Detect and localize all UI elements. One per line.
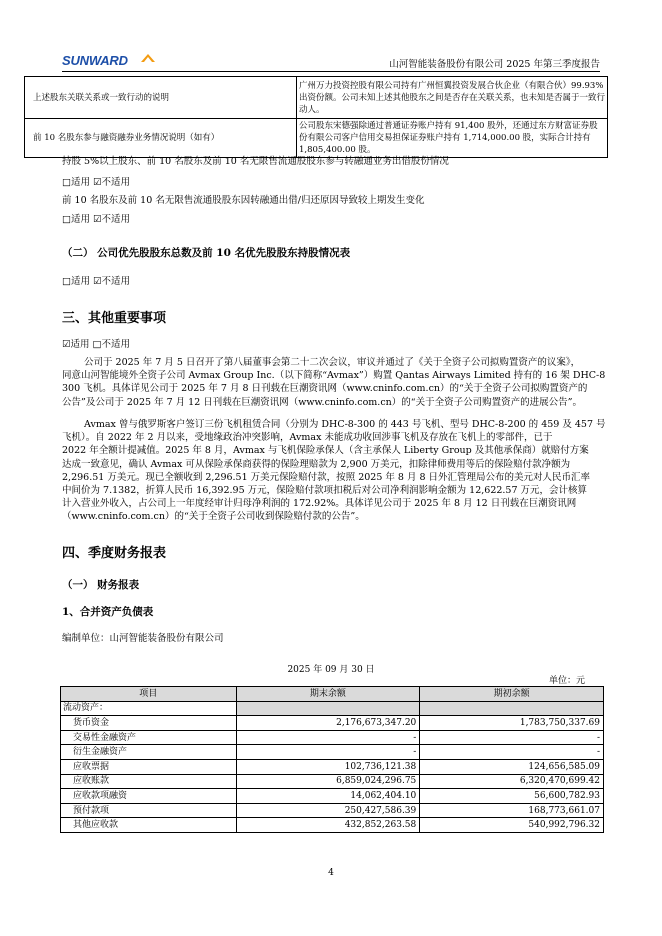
row-item: 其他应收款 xyxy=(61,818,237,833)
paragraph-line: （www.cninfo.com.cn）的“关于全资子公司收到保险赔付款的公告”。 xyxy=(62,511,365,523)
balance-sheet-table xyxy=(60,686,604,833)
row-end: 432,852,263.58 xyxy=(236,818,420,833)
section-3-checkbox: ☑适用 □不适用 xyxy=(62,339,131,350)
row-label: 前 10 名股东参与融资融券业务情况说明（如有） xyxy=(25,119,297,158)
paragraph-line: 公司于 2025 年 7 月 5 日召开了第八届董事会第二十二次会议，审议并通过了《关于全资子公司拟购置资产的议案》， xyxy=(84,357,581,368)
paragraph-line: 中间价为 7.1382，折算人民币 16,392.95 万元，保险赔付款项扣税后对公司净利润影响金额为 12,622.57 万元，会计核算 xyxy=(62,485,588,497)
row-begin: 168,773,661.07 xyxy=(420,803,604,818)
row-begin: 6,320,470,699.42 xyxy=(420,774,604,789)
row-begin xyxy=(420,701,604,716)
row-item: 衍生金融资产 xyxy=(61,745,237,760)
row-item: 货币资金 xyxy=(61,716,237,731)
financial-statements-heading: （一） 财务报表 xyxy=(62,579,140,591)
table-row xyxy=(61,774,604,789)
section-4-heading: 四、季度财务报表 xyxy=(62,546,167,561)
row-item: 应收票据 xyxy=(61,759,237,774)
preferred-shares-heading: （二） 公司优先股股东总数及前 10 名优先股股东持股情况表 xyxy=(62,247,351,259)
row-end: - xyxy=(236,745,420,760)
column-header: 期初余额 xyxy=(420,687,604,702)
row-value: 广州万力投资控股有限公司持有广州恒翼投资发展合伙企业（有限合伙）99.93%出资份额。公司未知上述其他股东之间是否存在关联关系，也未知是否属于一致行动人。 xyxy=(297,77,608,119)
row-begin: 1,783,750,337.69 xyxy=(420,716,604,731)
page-number: 4 xyxy=(328,868,334,878)
report-title: 山河智能装备股份有限公司 2025 年第三季度报告 xyxy=(389,59,600,70)
table-row xyxy=(61,716,604,731)
row-end: 102,736,121.38 xyxy=(236,759,420,774)
row-begin: 56,600,782.93 xyxy=(420,789,604,804)
table-row xyxy=(61,745,604,760)
row-end: - xyxy=(236,730,420,745)
row-value: 公司股东宋德强除通过普通证券账户持有 91,400 股外，还通过东方财富证券股份有限公司客户信用交易担保证券账户持有 1,714,000.00 股，实际合计持有 1,805,400.00 股。 xyxy=(297,119,608,158)
lending-checkbox: □适用 ☑不适用 xyxy=(62,177,131,188)
paragraph-line: 飞机）。自 2022 年 2 月以来，受地缘政治冲突影响，Avmax 未能成功收回涉事飞机及存放在飞机上的零部件，已于 xyxy=(62,432,553,444)
shareholder-notes-table xyxy=(24,76,608,158)
row-item: 应收账款 xyxy=(61,774,237,789)
row-end: 6,859,024,296.75 xyxy=(236,774,420,789)
page-header xyxy=(62,50,600,72)
row-end: 14,062,404.10 xyxy=(236,789,420,804)
table-row xyxy=(25,77,608,119)
table-row xyxy=(61,701,604,716)
preferred-checkbox: □适用 ☑不适用 xyxy=(62,276,131,287)
paragraph-line: 2022 年全额计提减值。2025 年 8 月，Avmax 与飞机保险承保人（含主承保人 Liberty Group 及其他承保商）就赔付方案 xyxy=(62,445,589,457)
row-item: 流动资产： xyxy=(61,701,237,716)
table-row xyxy=(25,119,608,158)
paragraph-line: 300 飞机。具体详见公司于 2025 年 7 月 8 日刊载在巨潮资讯网（www.cninfo.com.cn）的“关于全资子公司拟购置资产的 xyxy=(62,383,588,395)
section-3-heading: 三、其他重要事项 xyxy=(62,311,167,326)
column-header: 项目 xyxy=(61,687,237,702)
paragraph-insurance xyxy=(62,418,607,524)
table-row xyxy=(61,818,604,833)
compiler-line: 编制单位：山河智能装备股份有限公司 xyxy=(62,633,224,644)
paragraph-asset-purchase xyxy=(62,356,607,409)
row-item: 交易性金融资产 xyxy=(61,730,237,745)
lending-title: 持股 5%以上股东、前 10 名股东及前 10 名无限售流通股股东参与转融通业务出借股份情况 xyxy=(62,156,449,167)
paragraph-line: Avmax 曾与俄罗斯客户签订三份飞机租赁合同（分别为 DHC-8-300 的 443 号飞机、型号 DHC-8-200 的 459 及 457 号 xyxy=(84,419,606,430)
paragraph-line: 同意山河智能境外全资子公司 Avmax Group Inc.（以下简称“Avmax”）购置 Qantas Airways Limited 持有的 16 架 DHC-8 xyxy=(62,370,606,382)
row-label: 上述股东关联关系或一致行动的说明 xyxy=(25,77,297,119)
table-row xyxy=(61,759,604,774)
table-header-row xyxy=(61,687,604,702)
company-logo: SUNWARD xyxy=(62,53,128,68)
paragraph-line: 计入营业外收入，占公司上一年度经审计归母净利润的 172.92%。具体详见公司于 2025 年 8 月 12 日刊载在巨潮资讯网 xyxy=(62,498,577,510)
row-begin: 124,656,585.09 xyxy=(420,759,604,774)
row-begin: - xyxy=(420,730,604,745)
row-end xyxy=(236,701,420,716)
paragraph-line: 公告”及公司于 2025 年 7 月 12 日刊载在巨潮资讯网（www.cninfo.com.cn）的“关于全资子公司购置资产的进展公告”。 xyxy=(62,396,582,408)
change-checkbox: □适用 ☑不适用 xyxy=(62,214,131,225)
row-begin: - xyxy=(420,745,604,760)
paragraph-line: 达成一致意见，确认 Avmax 可从保险承保商获得的保险理赔款为 2,900 万美元，扣除律师费用等后的保险赔付款净额为 xyxy=(62,458,571,470)
row-item: 预付款项 xyxy=(61,803,237,818)
table-row xyxy=(61,789,604,804)
balance-sheet-heading: 1、合并资产负债表 xyxy=(62,606,154,618)
column-header: 期末余额 xyxy=(236,687,420,702)
change-title: 前 10 名股东及前 10 名无限售流通股股东因转融通出借/归还原因导致较上期发生变化 xyxy=(62,195,425,206)
row-end: 250,427,586.39 xyxy=(236,803,420,818)
paragraph-line: 2,296.51 万美元。现已全额收到 2,296.51 万美元保险赔付款，按照 2025 年 8 月 8 日外汇管理局公布的美元对人民币汇率 xyxy=(62,471,591,483)
row-begin: 540,992,796.32 xyxy=(420,818,604,833)
table-row xyxy=(61,730,604,745)
table-row xyxy=(61,803,604,818)
logo-swoosh-icon xyxy=(140,52,156,64)
unit-label: 单位：元 xyxy=(549,676,586,686)
row-item: 应收款项融资 xyxy=(61,789,237,804)
report-date: 2025 年 09 月 30 日 xyxy=(287,665,375,675)
row-end: 2,176,673,347.20 xyxy=(236,716,420,731)
